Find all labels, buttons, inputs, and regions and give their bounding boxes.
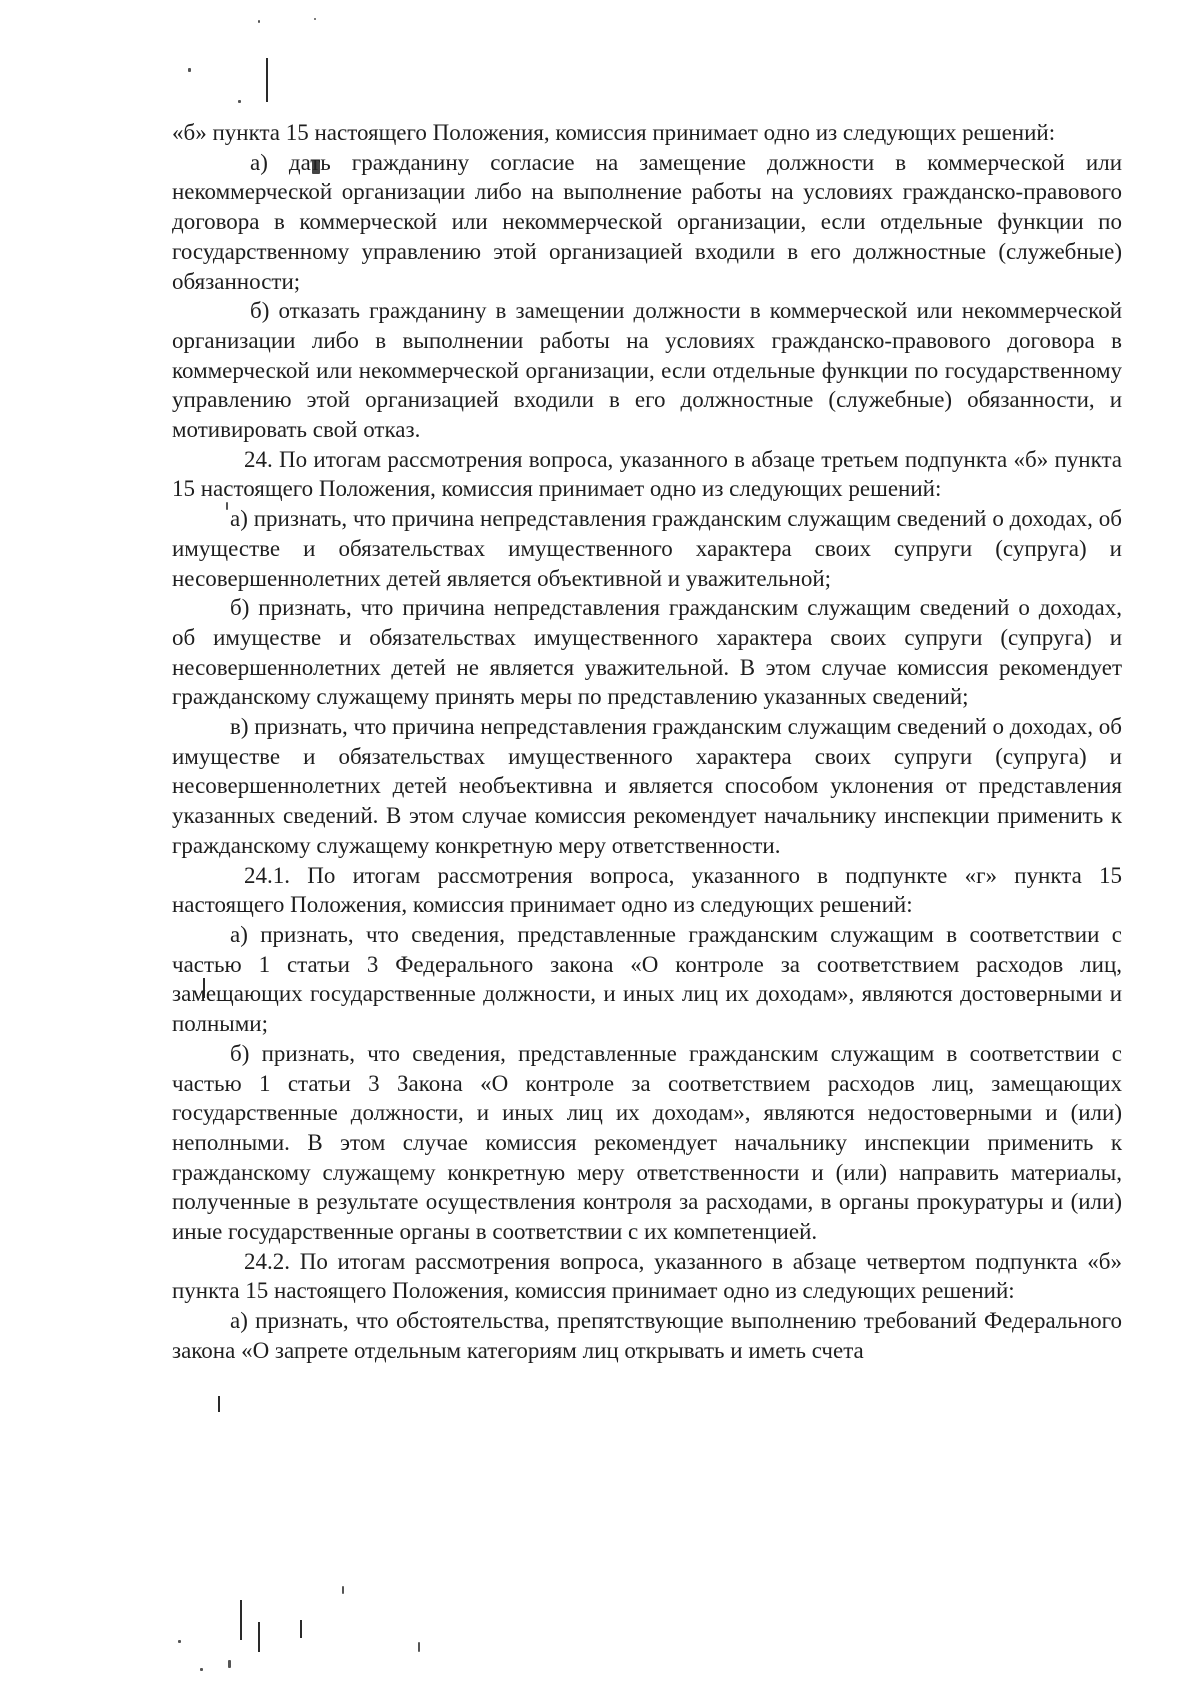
paragraph: «б» пункта 15 настоящего Положения, комиссия принимает одно из следующих решений: (172, 120, 1056, 145)
scan-artifact (418, 1642, 420, 1652)
scan-artifact (258, 20, 260, 23)
scan-artifact (218, 1396, 220, 1412)
scan-artifact (258, 1622, 260, 1652)
main-text (172, 118, 1122, 1366)
scan-artifact (300, 1620, 302, 1638)
paragraph: 24. По итогам рассмотрения вопроса, указанного в абзаце третьем подпункта «б» пункта 15 настоящего Положения, комиссия принимает одно из следующих решений: (172, 446, 1122, 502)
paragraph: а) признать, что обстоятельства, препятствующие выполнению требований Федерального закона «О запрете отдельным категориям лиц открывать и иметь счета (172, 1308, 1122, 1363)
scan-artifact (266, 58, 268, 102)
scan-artifact (188, 68, 191, 72)
scan-artifact (228, 1660, 231, 1668)
paragraph: а) дать гражданину согласие на замещение должности в коммерческой или некоммерческой организации либо на выполнение работы на условиях гражданско-правового договора в коммерческой или некоммерческой организации, если отдельные функции по государственному управлению этой организацией входили в его должностные (служебные) обязанности; (172, 149, 1122, 294)
paragraph: б) признать, что причина непредставления гражданским служащим сведений о доходах, об имуществе и обязательствах имущественного характера своих супруги (супруга) и несовершеннолетних детей не является уважительной. В этом случае комиссия рекомендует гражданскому служащему принять меры по представлению указанных сведений; (172, 595, 1122, 710)
paragraph: 24.1. По итогам рассмотрения вопроса, указанного в подпункте «г» пункта 15 настоящего Положения, комиссия принимает одно из следующих решений: (172, 862, 1122, 918)
paragraph: в) признать, что причина непредставления гражданским служащим сведений о доходах, об имуществе и обязательствах имущественного характера своих супруги (супруга) и несовершеннолетних детей необъективна и является способом уклонения от представления указанных сведений. В этом случае комиссия рекомендует начальнику инспекции применить к гражданскому служащему конкретную меру ответственности. (172, 714, 1122, 858)
scan-artifact (314, 18, 316, 20)
paragraph: а) признать, что сведения, представленные гражданским служащим в соответствии с частью 1 статьи 3 Федерального закона «О контроле за соответствием расходов лиц, замещающих государственные должности, и иных лиц их доходам», являются достоверными и полными; (172, 921, 1122, 1037)
scan-artifact (200, 1668, 203, 1671)
scan-artifact (240, 1600, 242, 1640)
scan-artifact (342, 1586, 344, 1594)
paragraph: б) отказать гражданину в замещении должности в коммерческой или некоммерческой организации либо в выполнении работы на условиях гражданско-правового договора в коммерческой или некоммерческой организации, если отдельные функции по государственному управлению этой организацией входили в его должностные (служебные) обязанности, и мотивировать свой отказ. (172, 298, 1122, 443)
paragraph: 24.2. По итогам рассмотрения вопроса, указанного в абзаце четвертом подпункта «б» пункта 15 настоящего Положения, комиссия принимает одно из следующих решений: (172, 1248, 1122, 1304)
paragraph: а) признать, что причина непредставления гражданским служащим сведений о доходах, об имуществе и обязательствах имущественного характера своих супруги (супруга) и несовершеннолетних детей является объективной и уважительной; (172, 506, 1122, 591)
scan-artifact (238, 100, 241, 103)
paragraph: б) признать, что сведения, представленные гражданским служащим в соответствии с частью 1 статьи 3 Закона «О контроле за соответствием расходов лиц, замещающих государственные должности, и иных лиц их доходам», являются недостоверными и (или) неполными. В этом случае комиссия рекомендует начальнику инспекции применить к гражданскому служащему конкретную меру ответственности и (или) направить материалы, полученные в результате осуществления контроля за расходами, в органы прокуратуры и (или) иные государственные органы в соответствии с их компетенцией. (172, 1040, 1122, 1245)
scan-artifact (178, 1640, 181, 1643)
